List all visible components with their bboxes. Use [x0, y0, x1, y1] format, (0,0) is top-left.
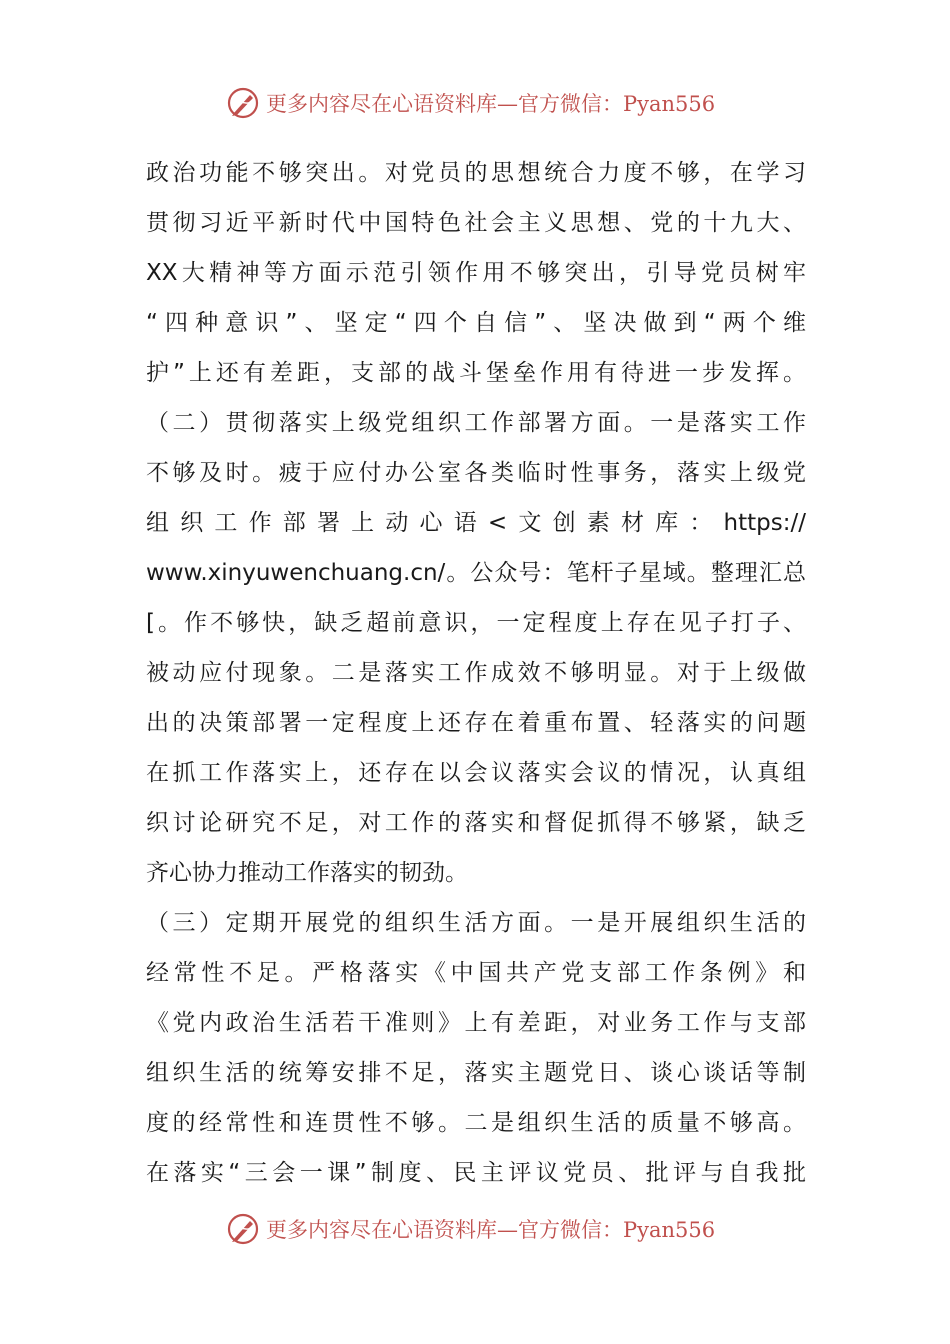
pen-circle-logo-icon [226, 86, 260, 120]
text-line: XX大精神等方面示范引领作用不够突出，引导党员树牢 [146, 260, 806, 286]
text-line: 组织工作部署上动心语<文创素材库：https:// [146, 510, 806, 536]
text-line: www.xinyuwenchuang.cn/。公众号：笔杆子星域。整理汇总 [146, 560, 806, 586]
text-line: 政治功能不够突出。对党员的思想统合力度不够，在学习 [146, 160, 806, 186]
footer-banner [0, 1210, 950, 1250]
text-line: 护”上还有差距，支部的战斗堡垒作用有待进一步发挥。 [146, 360, 806, 386]
banner-text: 更多内容尽在心语资料库—官方微信：Pyan556 [266, 1218, 716, 1242]
banner-text: 更多内容尽在心语资料库—官方微信：Pyan556 [266, 92, 716, 116]
text-line: 度的经常性和连贯性不够。二是组织生活的质量不够高。 [146, 1110, 806, 1136]
text-line: 《党内政治生活若干准则》上有差距，对业务工作与支部 [146, 1010, 806, 1036]
text-line: 经常性不足。严格落实《中国共产党支部工作条例》和 [146, 960, 806, 986]
text-line: 被动应付现象。二是落实工作成效不够明显。对于上级做 [146, 660, 806, 686]
text-line: 贯彻习近平新时代中国特色社会主义思想、党的十九大、 [146, 210, 806, 236]
text-line: 组织生活的统筹安排不足，落实主题党日、谈心谈话等制 [146, 1060, 806, 1086]
text-line: （二）贯彻落实上级党组织工作部署方面。一是落实工作 [146, 410, 806, 436]
text-line: [。作不够快，缺乏超前意识，一定程度上存在见子打子、 [146, 610, 806, 636]
body-text [146, 148, 806, 1198]
text-line: 织讨论研究不足，对工作的落实和督促抓得不够紧，缺乏 [146, 810, 806, 836]
text-line: “四种意识”、坚定“四个自信”、坚决做到“两个维 [146, 310, 806, 336]
text-line: （三）定期开展党的组织生活方面。一是开展组织生活的 [146, 910, 806, 936]
text-line: 在落实“三会一课”制度、民主评议党员、批评与自我批 [146, 1160, 806, 1186]
header-banner [0, 84, 950, 124]
text-line: 不够及时。疲于应付办公室各类临时性事务，落实上级党 [146, 460, 806, 486]
text-line: 在抓工作落实上，还存在以会议落实会议的情况，认真组 [146, 760, 806, 786]
pen-circle-logo-icon [226, 1212, 260, 1246]
text-line: 齐心协力推动工作落实的韧劲。 [146, 860, 468, 886]
text-line: 出的决策部署一定程度上还存在着重布置、轻落实的问题 [146, 710, 806, 736]
